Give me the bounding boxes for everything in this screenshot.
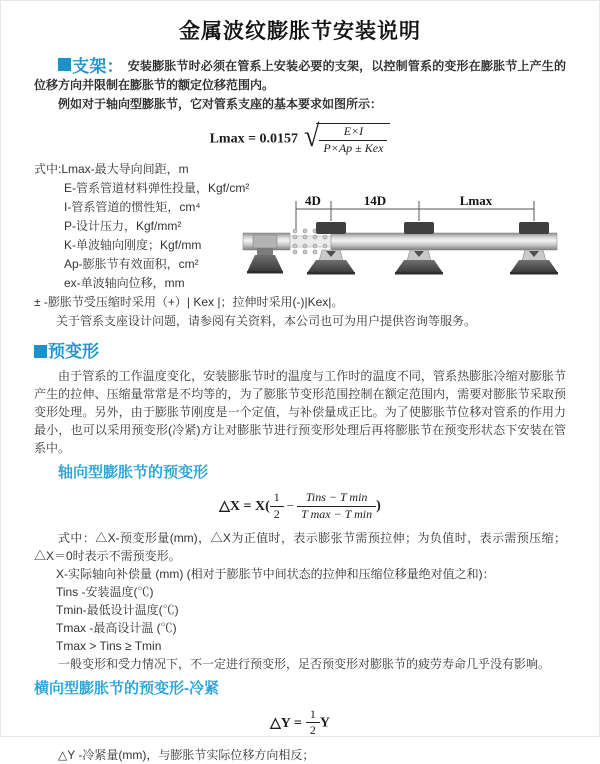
lateral-note: △Y -冷紧量(mm)，与膨胀节实际位移方向相反； <box>58 748 315 763</box>
example-line: 例如对于轴向型膨胀节，它对管系支座的基本要求如图所示： <box>58 97 383 111</box>
definition-line: ex-单波轴向位移，mm <box>64 276 185 290</box>
definition-line: Tmin-最低设计温度(℃) <box>56 602 179 617</box>
subsection-heading-lateral: 横向型膨胀节的预变形-冷紧 <box>34 679 219 697</box>
definition-line: 式中:Lmax-最大导向间距，m <box>34 162 189 176</box>
axial-note: 一般变形和受力情况下，不一定进行预变形，足否预变形对膨胀节的疲劳寿命几乎没有影响。 <box>58 656 551 671</box>
formula-rhs: Y <box>319 714 330 730</box>
axial-definitions <box>34 565 566 655</box>
lateral-predeform-formula <box>34 708 566 739</box>
half-fraction: $\frac{1}{2}$ <box>306 708 320 739</box>
predeform-paragraph: 由于管系的工作温度变化，安装膨胀节时的温度与工作时的温度不同，管系热膨胀冷缩对膨胀节产生的拉伸、压缩量常常是不均等的，为了膨胀节变形范围控制在额定范围内，需要对膨胀节采取预变形处理。另外，由于膨胀节刚度是一个定值，与补偿量成正比。为了使膨胀节位移对管系的作用力最小，也可以采用预变形(冷紧)方让对膨胀节进行预变形处理后再将膨胀节在预变形状态下安装在管系中。 <box>34 369 566 455</box>
definition-line: Ap-膨胀节有效面积，cm² <box>64 257 199 271</box>
section-square-icon <box>58 58 71 71</box>
minus-operator: − <box>286 498 295 514</box>
temperature-fraction: $\frac{\text{Tins − T min}}{\text{T max − T min}}$ <box>297 491 376 522</box>
definition-line: Tmax -最高设计温 (℃) <box>56 620 177 635</box>
section-square-icon <box>34 345 47 358</box>
definition-line: E-管系管道材料弹性投量，Kgf/cm² <box>64 181 250 195</box>
formula-rhs: ) <box>376 498 381 514</box>
subsection-heading-axial: 轴向型膨胀节的预变形 <box>58 464 209 481</box>
sign-convention-note: ± -膨胀节受压缩时采用（+）| Kex |；拉伸时采用(-)|Kex|。 <box>34 295 344 309</box>
definition-line: K-单波轴向刚度；Kgf/mm <box>64 238 202 252</box>
definition-line: I-管系管道的惯性矩，cm⁴ <box>64 200 201 214</box>
page-title: 金属波纹膨胀节安装说明 <box>179 20 421 43</box>
formula-denominator: P×Ap ± Kex <box>323 140 384 155</box>
pipe-support-diagram <box>239 193 569 289</box>
section-heading-support: 支架： <box>72 57 124 76</box>
formula-lhs: Lmax = 0.0157 <box>209 131 299 147</box>
dimension-label-lmax: Lmax <box>459 193 493 208</box>
axial-where-paragraph: 式中：△X-预变形量(mm)，△X为正值时，表示膨张节需预拉伸；为负值时，表示需预压缩；△X＝0时表示不需预变形。 <box>34 530 566 563</box>
formula-numerator: E×I <box>319 125 387 141</box>
pipe <box>331 233 557 250</box>
definition-line: Tmax > Tins ≥ Tmin <box>56 638 162 653</box>
service-note: 关于管系支座设计问题，请参阅有关资料，本公司也可为用户提供咨询等服务。 <box>56 314 477 328</box>
formula-lhs: △Y = <box>270 715 302 731</box>
section-heading-predeform <box>34 342 566 362</box>
formula-lhs: △X = X( <box>219 498 270 514</box>
predeform-label: 预变形 <box>48 342 99 361</box>
definition-line: Tins -安装温度(℃) <box>56 584 154 599</box>
definition-line: X-实际轴向补偿量 (mm) (相对于膨胀节中间状态的拉伸和压缩位移量绝对值之和)： <box>56 566 495 581</box>
guide-spacing-formula <box>34 121 566 157</box>
support-intro-text: 安装膨胀节时必须在管系上安装必要的支架，以控制管系的变形在膨胀节上产生的位移方向并限制在膨胀节的额定位移范围内。 <box>34 59 566 92</box>
axial-predeform-formula <box>34 491 566 522</box>
support-paragraph <box>34 57 566 95</box>
sqrt-symbol-icon: √ <box>304 119 320 154</box>
half-fraction: $\frac{1}{2}$ <box>270 491 284 522</box>
dimension-label-14d: 14D <box>363 193 387 208</box>
definition-line: P-设计压力，Kgf/mm² <box>64 219 182 233</box>
dimension-label-4d: 4D <box>305 193 321 208</box>
radicand <box>316 123 390 156</box>
